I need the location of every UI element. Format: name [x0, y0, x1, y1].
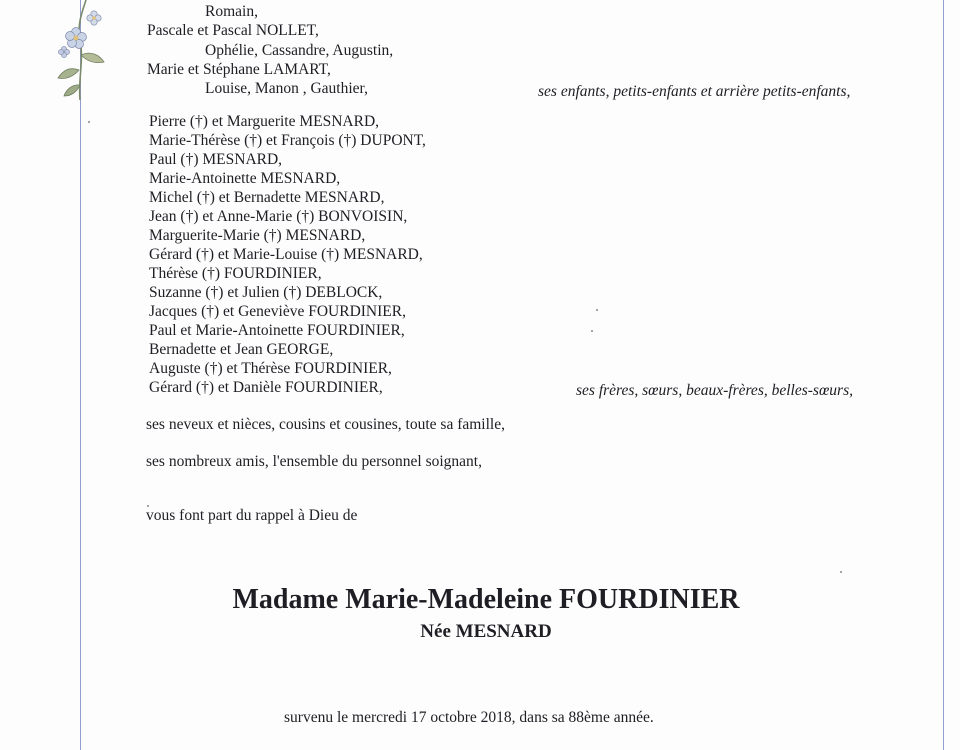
sibling-line: Paul et Marie-Antoinette FOURDINIER, — [149, 322, 405, 339]
family-line: Louise, Manon , Gauthier, — [205, 80, 368, 97]
scan-speck — [147, 505, 149, 507]
sibling-line: Paul (†) MESNARD, — [149, 151, 283, 168]
sibling-line: Marie-Antoinette MESNARD, — [149, 170, 341, 187]
scan-speck — [840, 571, 842, 573]
maiden-name: Née MESNARD — [420, 621, 552, 642]
sibling-line: Jean (†) et Anne-Marie (†) BONVOISIN, — [149, 208, 408, 225]
sibling-line: Michel (†) et Bernadette MESNARD, — [149, 189, 385, 206]
relatives-line: ses neveux et nièces, cousins et cousines, toute sa famille, — [146, 416, 505, 433]
scan-speck — [88, 121, 90, 123]
announcement-line: vous font part du rappel à Dieu de — [146, 507, 358, 524]
sibling-line: Bernadette et Jean GEORGE, — [149, 341, 334, 358]
friends-line: ses nombreux amis, l'ensemble du personnel soignant, — [146, 453, 482, 470]
sibling-line: Gérard (†) et Danièle FOURDINIER, — [149, 379, 383, 396]
death-date-line: survenu le mercredi 17 octobre 2018, dans sa 88ème année. — [284, 709, 654, 726]
sibling-line: Jacques (†) et Geneviève FOURDINIER, — [149, 303, 406, 320]
sibling-line: Auguste (†) et Thérèse FOURDINIER, — [149, 360, 392, 377]
sibling-line: Thérèse (†) FOURDINIER, — [149, 265, 322, 282]
sibling-line: Gérard (†) et Marie-Louise (†) MESNARD, — [149, 246, 423, 263]
sibling-line: Suzanne (†) et Julien (†) DEBLOCK, — [149, 284, 383, 301]
scan-speck — [591, 330, 593, 332]
sibling-line: Marguerite-Marie (†) MESNARD, — [149, 227, 366, 244]
siblings-caption: ses frères, sœurs, beaux-frères, belles-sœurs, — [576, 382, 853, 399]
family-line: Ophélie, Cassandre, Augustin, — [205, 42, 394, 59]
scan-speck — [596, 309, 598, 311]
family-line: Pascale et Pascal NOLLET, — [147, 22, 319, 39]
deceased-name: Madame Marie-Madeleine FOURDINIER — [232, 584, 740, 615]
sibling-line: Marie-Thérèse (†) et François (†) DUPONT, — [149, 132, 426, 149]
sibling-line: Pierre (†) et Marguerite MESNARD, — [149, 113, 380, 130]
children-caption: ses enfants, petits-enfants et arrière petits-enfants, — [538, 83, 851, 100]
family-line: Romain, — [205, 3, 258, 20]
flower-decoration-icon — [50, 0, 110, 100]
family-line: Marie et Stéphane LAMART, — [147, 61, 331, 78]
